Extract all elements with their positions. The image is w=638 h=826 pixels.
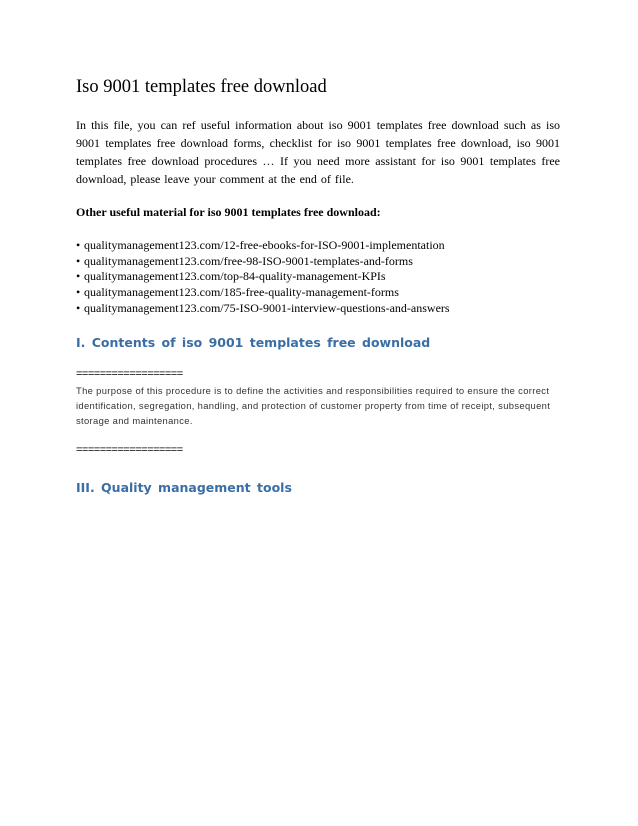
useful-material-heading: Other useful material for iso 9001 templates free download: xyxy=(76,205,381,219)
link-text[interactable]: qualitymanagement123.com/free-98-ISO-9001-templates-and-forms xyxy=(84,253,413,268)
separator-line: ================== xyxy=(76,444,183,457)
bullet-icon: • xyxy=(76,300,81,315)
list-item[interactable] xyxy=(76,254,560,270)
document-title: Iso 9001 templates free download xyxy=(76,77,327,97)
section-1-body: The purpose of this procedure is to define the activities and responsibilities required to ensure the correct identification, segregation, handling, and protection of customer property from time of receipt, subsequent storage and maintenance. xyxy=(76,384,551,427)
bullet-icon: • xyxy=(76,238,81,252)
list-item[interactable] xyxy=(76,301,560,317)
bullet-icon: • xyxy=(76,269,81,284)
separator-line: ================== xyxy=(76,367,183,380)
link-text[interactable]: qualitymanagement123.com/75-ISO-9001-interview-questions-and-answers xyxy=(84,300,450,315)
link-text[interactable]: qualitymanagement123.com/top-84-quality-management-KPIs xyxy=(84,269,386,284)
list-item[interactable] xyxy=(76,269,560,285)
useful-links-list xyxy=(76,238,560,317)
link-text[interactable]: qualitymanagement123.com/12-free-ebooks-for-ISO-9001-implementation xyxy=(84,238,445,252)
section-3-heading: III. Quality management tools xyxy=(76,480,292,496)
bullet-icon: • xyxy=(76,285,81,300)
list-item[interactable] xyxy=(76,238,560,254)
section-1-heading: I. Contents of iso 9001 templates free download xyxy=(76,334,431,350)
bullet-icon: • xyxy=(76,253,81,268)
list-item[interactable] xyxy=(76,285,560,301)
page-content xyxy=(76,76,560,496)
intro-paragraph: In this file, you can ref useful information about iso 9001 templates free download such as iso 9001 templates free download forms, checklist for iso 9001 templates free download, iso 9001 templates free download procedures … If you need more assistant for iso 9001 templates free download, please leave your comment at the end of file. xyxy=(76,118,560,186)
link-text[interactable]: qualitymanagement123.com/185-free-quality-management-forms xyxy=(84,285,399,300)
